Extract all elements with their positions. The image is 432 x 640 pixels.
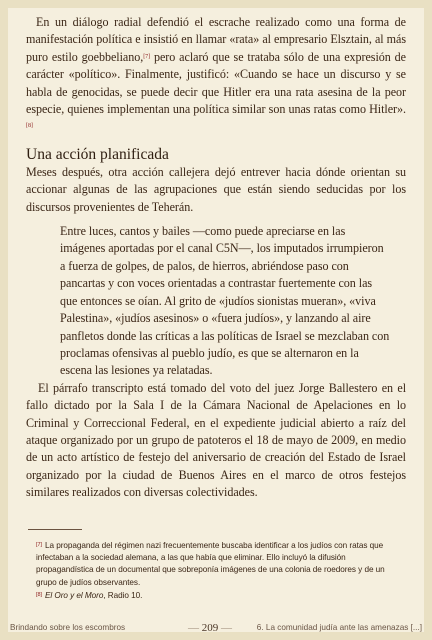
page-number: 209 xyxy=(201,622,219,634)
footnote-ref-7[interactable]: [7] xyxy=(143,53,151,60)
footer-chapter-title: 6. La comunidad judía ante las amenazas [...] xyxy=(256,623,422,632)
footnote-7-text: La propaganda del régimen nazi frecuentemente buscaba identificar a los judíos con ratas que infectaban a la sociedad alemana, a las que había que eliminar. Ello incluyó la difusión propagandística de un documental que sobreponía imágenes de una colonia de roedores y de un grupo de judíos observantes. xyxy=(36,541,385,587)
footnote-ref-8[interactable]: [8] xyxy=(26,123,33,130)
paragraph-1-text-b: pero aclaró que se trataba sólo de una expresión de carácter «político». Finalmente, justificó: «Cuando se hace un discurso y se habla de genocidas, se puede decir que Hitler era una rata asesina de la peor especie, quienes implementan una política similar son unas ratas como Hitler». xyxy=(26,49,406,117)
paragraph-1 xyxy=(26,14,406,136)
section-heading: Una acción planificada xyxy=(26,145,169,163)
footer-book-title: Brindando sobre los escombros xyxy=(10,623,126,632)
quote-text: Entre luces, cantos y bailes —como puede apreciarse en las imágenes aportadas por el canal C5N—, los imputados irrumpieron a fuerza de golpes, de palos, de hierros, abriéndose paso con pancartas y con voces orientadas a contrastar fuertemente con las que entonces se oían. Al grito de «judíos sionistas mueran», «viva Palestina», «judíos asesinos» o «fuera judíos», y lanzando al aire panfletos donde las críticas a las políticas de Israel se mezclaban con proclamas ofensivas al pueblo judío, es que se alternaron en la escena las lesiones ya relatadas. xyxy=(60,224,390,378)
block-quote xyxy=(60,223,390,380)
footnote-7 xyxy=(36,539,392,589)
footnotes xyxy=(36,539,392,602)
paragraph-1-text-a: En un diálogo radial defendió el escrache realizado como una forma de manifestación política e insistió en llamar «rata» al empresario Elsztain, al más puro estilo goebbeliano, xyxy=(26,15,406,64)
footnote-8-source-title: El Oro y el Moro xyxy=(44,590,104,600)
page-body xyxy=(26,14,406,502)
paragraph-3: El párrafo transcripto está tomado del voto del juez Jorge Ballestero en el fallo dictado por la Sala I de la Cámara Nacional de Apelaciones en lo Criminal y Correccional Federal, en el expediente judicial abierto a raíz del ataque organizado por un grupo de patoteros el 18 de mayo de 2009, en medio de un acto artístico de festejo del aniversario de creación del Estado de Israel organizado por la ciudad de Buenos Aires en el marco de otros festejos similares realizados con diversas colectividades. xyxy=(26,380,406,500)
footnote-8 xyxy=(36,589,392,602)
page-footer xyxy=(0,623,432,637)
paragraph-2: Meses después, otra acción callejera dejó entrever hacia dónde orientan su accionar algunas de las agrupaciones que están siendo seducidas por los discursos provenientes de Teherán. xyxy=(26,164,406,214)
footnote-8-source-rest: , Radio 10. xyxy=(103,590,143,600)
footnote-mark-8: [8] xyxy=(36,591,42,598)
footer-page-number-wrap: — 209 — xyxy=(188,622,232,634)
footnote-divider xyxy=(28,529,82,530)
footnote-mark-7: [7] xyxy=(36,542,42,548)
